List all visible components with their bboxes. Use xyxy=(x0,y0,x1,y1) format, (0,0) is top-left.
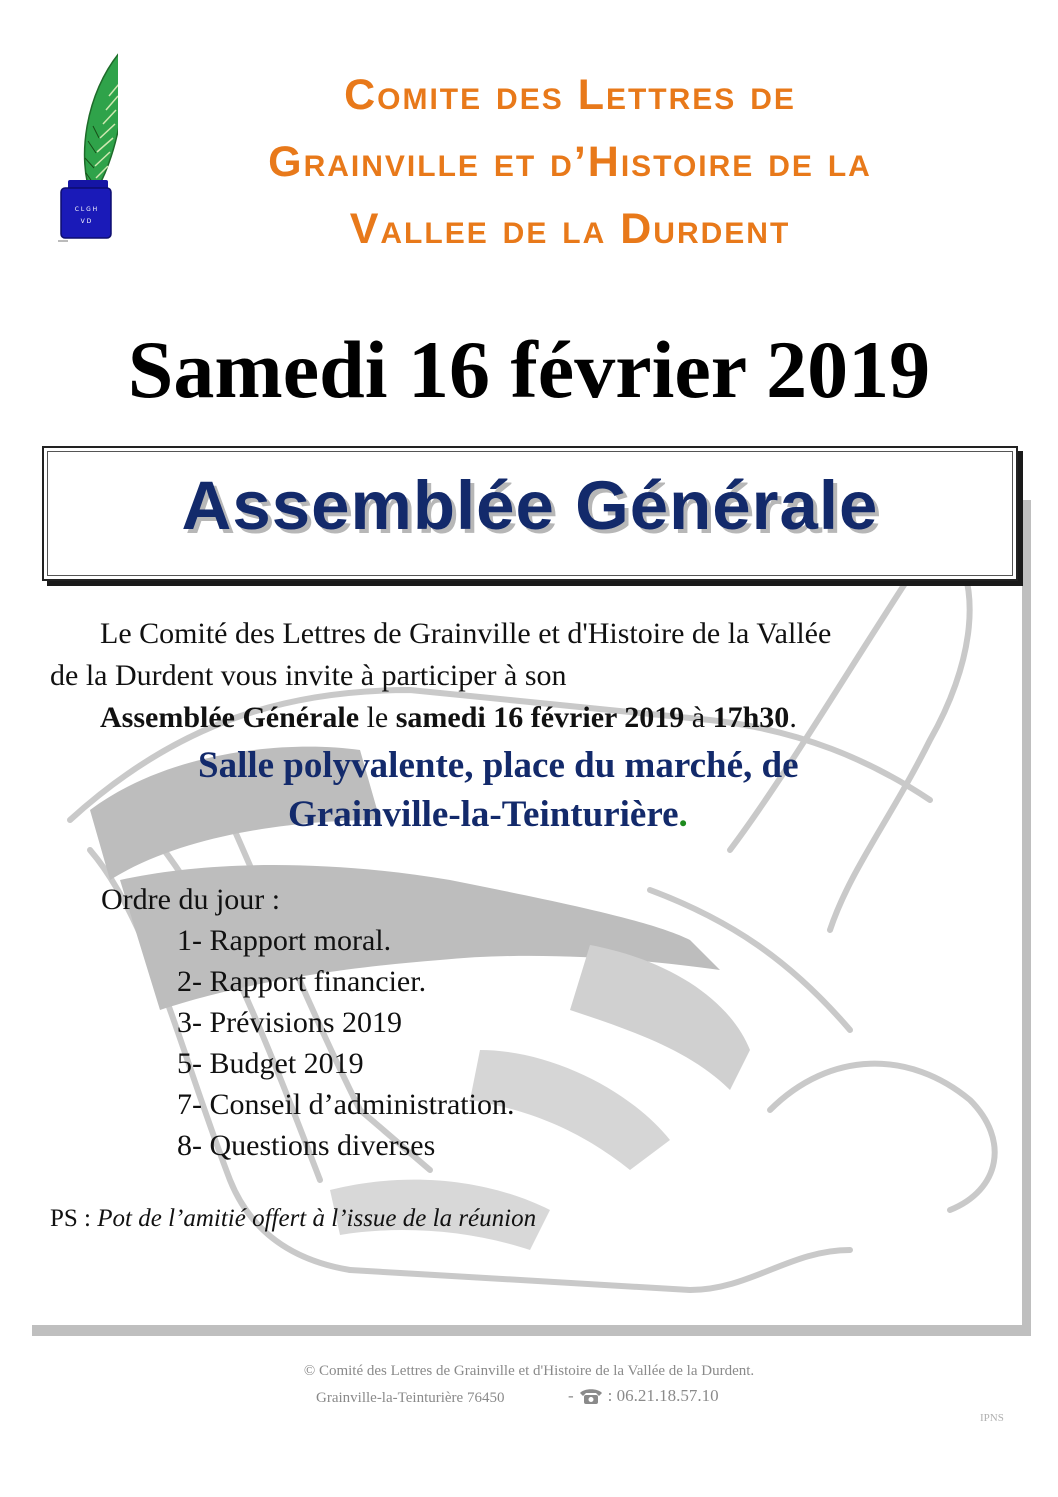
location-line-2 xyxy=(288,791,688,839)
agenda-item: 1- Rapport moral. xyxy=(177,924,392,957)
organization-title-line-2: Grainville et d’Histoire de la xyxy=(268,138,872,186)
event-date: samedi 16 février 2019 xyxy=(395,701,685,734)
agenda-item: 7- Conseil d’administration. xyxy=(177,1088,515,1121)
footer-copyright: © Comité des Lettres de Grainville et d'Histoire de la Vallée de la Durdent. xyxy=(303,1363,755,1379)
postscript-text: Pot de l’amitié offert à l’issue de la réunion xyxy=(97,1205,537,1232)
svg-text:V D: V D xyxy=(80,218,92,225)
event-title: Assemblée Générale xyxy=(181,467,879,544)
invitation-line-1: Le Comité des Lettres de Grainville et d'Histoire de la Vallée xyxy=(100,617,832,650)
location-town: Grainville-la-Teinturière xyxy=(288,794,679,835)
title-frame xyxy=(42,446,1018,581)
event-name: Assemblée Générale xyxy=(100,701,360,734)
agenda-item: 3- Prévisions 2019 xyxy=(177,1006,402,1039)
ipns-mark: IPNS xyxy=(980,1412,1004,1424)
agenda-item: 2- Rapport financier. xyxy=(177,965,427,998)
sentence-end: . xyxy=(789,701,797,734)
telephone-icon xyxy=(578,1387,604,1405)
content-frame-shadow xyxy=(32,1325,1031,1336)
footer-address: Grainville-la-Teinturière 76450 xyxy=(316,1390,505,1406)
connector-text: à xyxy=(684,701,713,734)
date-headline: Samedi 16 février 2019 xyxy=(127,324,931,415)
svg-text:C L G H: C L G H xyxy=(74,206,98,213)
organization-title xyxy=(150,62,990,263)
postscript-label: PS : xyxy=(50,1205,98,1232)
postscript xyxy=(50,1202,536,1236)
organization-title-line-3: Vallee de la Durdent xyxy=(349,205,791,253)
invitation-line-3 xyxy=(100,698,797,738)
footer-phone xyxy=(568,1386,719,1406)
location-end: . xyxy=(678,794,688,835)
organization-title-line-1: Comite des Lettres de xyxy=(344,71,796,119)
connector-text: le xyxy=(359,701,396,734)
location-line-1: Salle polyvalente, place du marché, de xyxy=(198,745,799,786)
phone-number: : 06.21.18.57.10 xyxy=(607,1386,719,1405)
event-time: 17h30 xyxy=(712,701,790,734)
agenda-heading: Ordre du jour : xyxy=(101,883,281,916)
agenda-item: 5- Budget 2019 xyxy=(177,1047,364,1080)
quill-inkwell-logo-icon xyxy=(48,48,118,248)
invitation-line-2: de la Durdent vous invite à participer à son xyxy=(50,659,567,692)
agenda-item: 8- Questions diverses xyxy=(177,1129,436,1162)
content-frame-shadow xyxy=(1022,500,1031,1336)
phone-prefix: - xyxy=(568,1386,574,1405)
